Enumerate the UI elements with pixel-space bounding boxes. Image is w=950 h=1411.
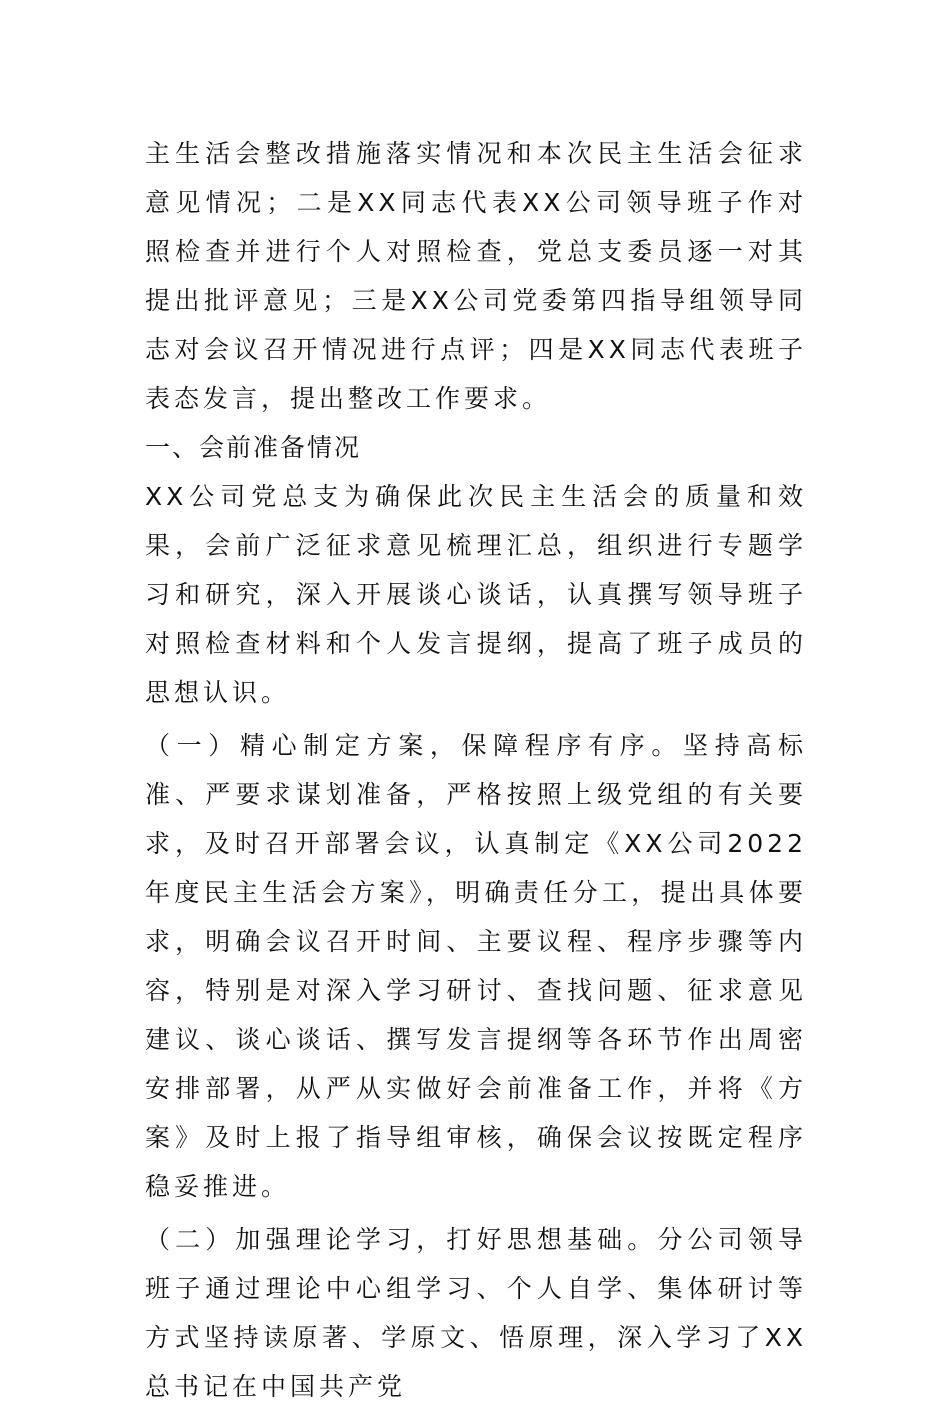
section-heading: 一、会前准备情况 — [145, 433, 362, 462]
document-body — [145, 129, 807, 1411]
paragraph-item-1: （一）精心制定方案，保障程序有序。坚持高标准、严要求谋划准备，严格按照上级党组的有关要求，及时召开部署会议，认真制定《XX公司2022年度民主生活会方案》，明确责任分工，提出具体要求，明确会议召开时间、主要议程、程序步骤等内容，特别是对深入学习研讨、查找问题、征求意见建议、谈心谈话、撰写发言提纲等各环节作出周密安排部署，从严从实做好会前准备工作，并将《方案》及时上报了指导组审核，确保会议按既定程序稳妥推进。 — [145, 731, 807, 1201]
paragraph-intro: 主生活会整改措施落实情况和本次民主生活会征求意见情况；二是XX同志代表XX公司领导班子作对照检查并进行个人对照检查，党总支委员逐一对其提出批评意见；三是XX公司党委第四指导组领导同志对会议召开情况进行点评；四是XX同志代表班子表态发言，提出整改工作要求。 — [145, 139, 807, 413]
paragraph-item-2: （二）加强理论学习，打好思想基础。分公司领导班子通过理论中心组学习、个人自学、集体研讨等方式坚持读原著、学原文、悟原理，深入学习了XX总书记在中国共产党 — [145, 1225, 807, 1401]
paragraph-overview: XX公司党总支为确保此次民主生活会的质量和效果，会前广泛征求意见梳理汇总，组织进行专题学习和研究，深入开展谈心谈话，认真撰写领导班子对照检查材料和个人发言提纲，提高了班子成员的思想认识。 — [145, 482, 807, 707]
